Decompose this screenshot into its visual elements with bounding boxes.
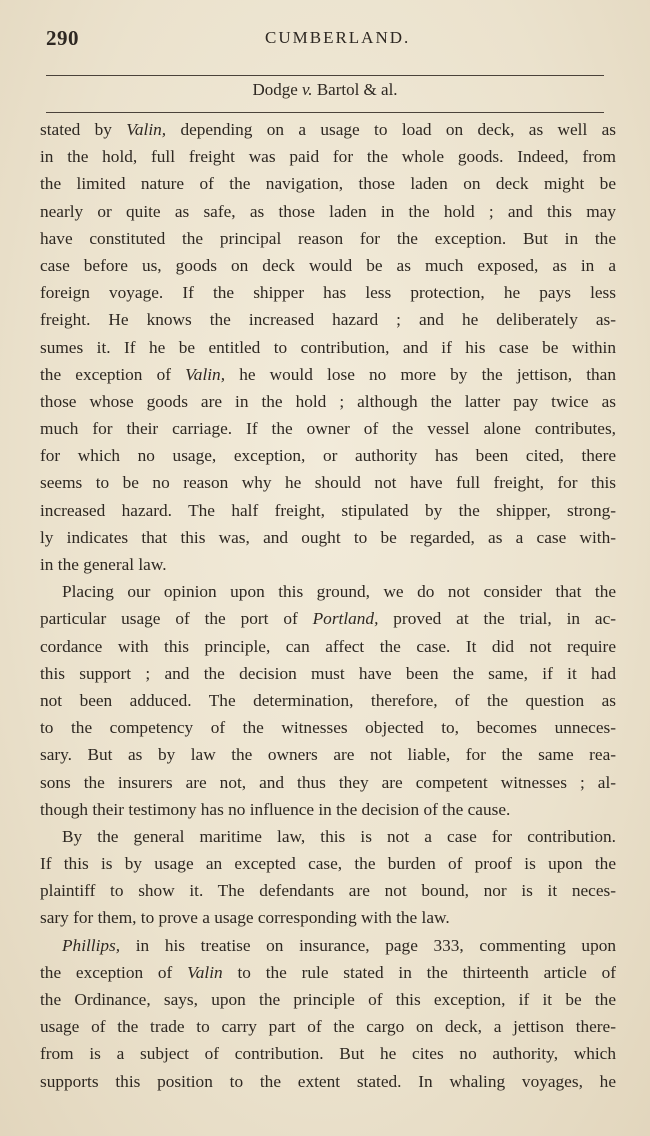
text-segment: have constituted the principal reason for the exception. But in the [40, 228, 616, 248]
text-segment: the exception of [40, 364, 186, 384]
text-segment: to the rule stated in the thirteenth article of [222, 962, 616, 982]
case-defendant: Bartol & al. [316, 80, 398, 99]
text-line [40, 769, 616, 796]
text-line [40, 605, 616, 632]
text-line [40, 225, 616, 252]
text-segment: proved at the trial, in ac- [378, 609, 616, 629]
text-segment: in the general law. [40, 555, 167, 574]
text-line [40, 306, 616, 333]
text-segment: this support ; and the decision must have been the same, if it had [40, 663, 616, 683]
text-segment: case before us, goods on deck would be as much exposed, as in a [40, 255, 616, 275]
italic-text: Phillips, [62, 935, 121, 955]
text-segment: sons the insurers are not, and thus they are competent witnesses ; al- [40, 772, 616, 792]
text-segment: Placing our opinion upon this ground, we do not consider that the [62, 582, 616, 602]
text-segment: to the competency of the witnesses objected to, becomes unneces- [40, 718, 616, 738]
text-line [40, 497, 616, 524]
text-segment: plaintiff to show it. The defendants are not bound, nor is it neces- [40, 881, 616, 901]
text-line [40, 741, 616, 768]
text-segment: sary. But as by law the owners are not liable, for the same rea- [40, 745, 616, 765]
page-number: 290 [46, 26, 79, 50]
text-line [40, 388, 616, 415]
italic-text: Valin, [126, 120, 167, 139]
text-segment: those whose goods are in the hold ; although the latter pay twice as [40, 391, 616, 411]
text-line [40, 714, 616, 741]
text-line [40, 823, 616, 850]
case-title [0, 80, 650, 100]
page-header [40, 26, 620, 50]
text-segment: in his treatise on insurance, page 333, commenting upon [120, 935, 616, 955]
text-segment: for which no usage, exception, or authority has been cited, there [40, 446, 616, 466]
text-line [40, 986, 616, 1013]
case-title-rule [46, 112, 604, 113]
text-segment: depending on a usage to load on deck, as well as [166, 120, 616, 139]
text-segment: not been adduced. The determination, therefore, of the question as [40, 690, 616, 710]
text-line [40, 578, 616, 605]
italic-text: Valin, [185, 364, 226, 384]
text-segment: the exception of [40, 962, 188, 982]
header-rule [46, 75, 604, 76]
text-line [40, 1013, 616, 1040]
text-line [40, 198, 616, 225]
text-line [40, 415, 616, 442]
text-segment: ly indicates that this was, and ought to be regarded, as a case with- [40, 527, 616, 547]
text-line [40, 252, 616, 279]
text-segment: foreign voyage. If the shipper has less protection, he pays less [40, 283, 616, 303]
text-line [40, 877, 616, 904]
text-line [40, 660, 616, 687]
text-segment: supports this position to the extent stated. In whaling voyages, he [40, 1071, 616, 1091]
text-line [40, 1068, 616, 1095]
text-segment: sumes it. If he be entitled to contribution, and if his case be within [40, 337, 616, 357]
case-plaintiff: Dodge [252, 80, 298, 99]
text-segment: By the general maritime law, this is not a case for contribution. [62, 826, 616, 846]
text-line [40, 551, 616, 578]
text-segment: freight. He knows the increased hazard ; and he deliberately as- [40, 310, 616, 330]
text-line [40, 170, 616, 197]
text-segment: usage of the trade to carry part of the cargo on deck, a jettison there- [40, 1017, 616, 1037]
text-segment: he would lose no more by the jettison, than [225, 364, 616, 384]
text-line [40, 687, 616, 714]
text-line [40, 143, 616, 170]
text-line [40, 959, 616, 986]
text-segment: stated by [40, 120, 127, 139]
text-segment: the Ordinance, says, upon the principle of this exception, if it be the [40, 990, 616, 1009]
running-title: CUMBERLAND. [265, 28, 411, 47]
text-segment: in the hold, full freight was paid for the whole goods. Indeed, from [40, 147, 616, 167]
text-segment: sary for them, to prove a usage corresponding with the law. [40, 908, 450, 928]
body-text [40, 116, 616, 1095]
italic-text: Valin [187, 962, 223, 982]
text-segment: If this is by usage an excepted case, the burden of proof is upon the [40, 854, 616, 874]
text-line [40, 1040, 616, 1067]
text-line [40, 524, 616, 551]
italic-text: Portland, [312, 609, 379, 629]
text-segment: cordance with this principle, can affect the case. It did not require [40, 636, 616, 656]
case-versus: v. [302, 80, 313, 99]
text-line [40, 469, 616, 496]
text-line [40, 116, 616, 143]
text-segment: though their testimony has no influence in the decision of the cause. [40, 799, 511, 819]
text-line [40, 442, 616, 469]
text-line [40, 279, 616, 306]
text-segment: increased hazard. The half freight, stipulated by the shipper, strong- [40, 500, 616, 520]
text-segment: nearly or quite as safe, as those laden in the hold ; and this may [40, 201, 616, 221]
text-line [40, 932, 616, 959]
text-segment: much for their carriage. If the owner of the vessel alone contributes, [40, 419, 616, 439]
text-segment: seems to be no reason why he should not have full freight, for this [40, 473, 616, 493]
text-segment: particular usage of the port of [40, 609, 313, 629]
text-segment: the limited nature of the navigation, those laden on deck might be [40, 174, 616, 194]
text-segment: from is a subject of contribution. But he cites no authority, which [40, 1044, 616, 1064]
text-line [40, 361, 616, 388]
text-line [40, 904, 616, 931]
text-line [40, 633, 616, 660]
text-line [40, 796, 616, 823]
text-line [40, 850, 616, 877]
text-line [40, 334, 616, 361]
